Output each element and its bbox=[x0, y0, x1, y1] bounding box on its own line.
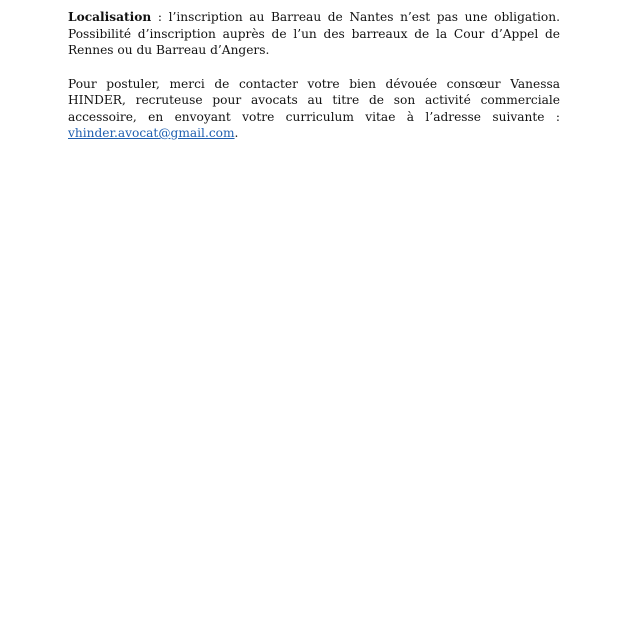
contact-text: Pour postuler, merci de contacter votre bien dévouée consœur Vanessa HINDER, recruteuse pour avocats au titre de son activité commerciale accessoire, en envoyant votre curriculum vitae à l’adresse suivante : bbox=[68, 76, 560, 124]
contact-paragraph bbox=[68, 76, 560, 142]
email-link[interactable]: vhinder.avocat@gmail.com bbox=[68, 126, 235, 140]
location-paragraph bbox=[68, 9, 560, 59]
location-label: Localisation bbox=[68, 10, 152, 24]
location-text: l’inscription au Barreau de Nantes n’est pas une obligation. Possibilité d’inscription auprès de l’un des barreaux de la Cour d’Appel de Rennes ou du Barreau d’Angers. bbox=[68, 10, 560, 57]
location-separator: : bbox=[151, 10, 169, 24]
document-body bbox=[68, 9, 560, 142]
contact-trailing: . bbox=[234, 126, 239, 140]
